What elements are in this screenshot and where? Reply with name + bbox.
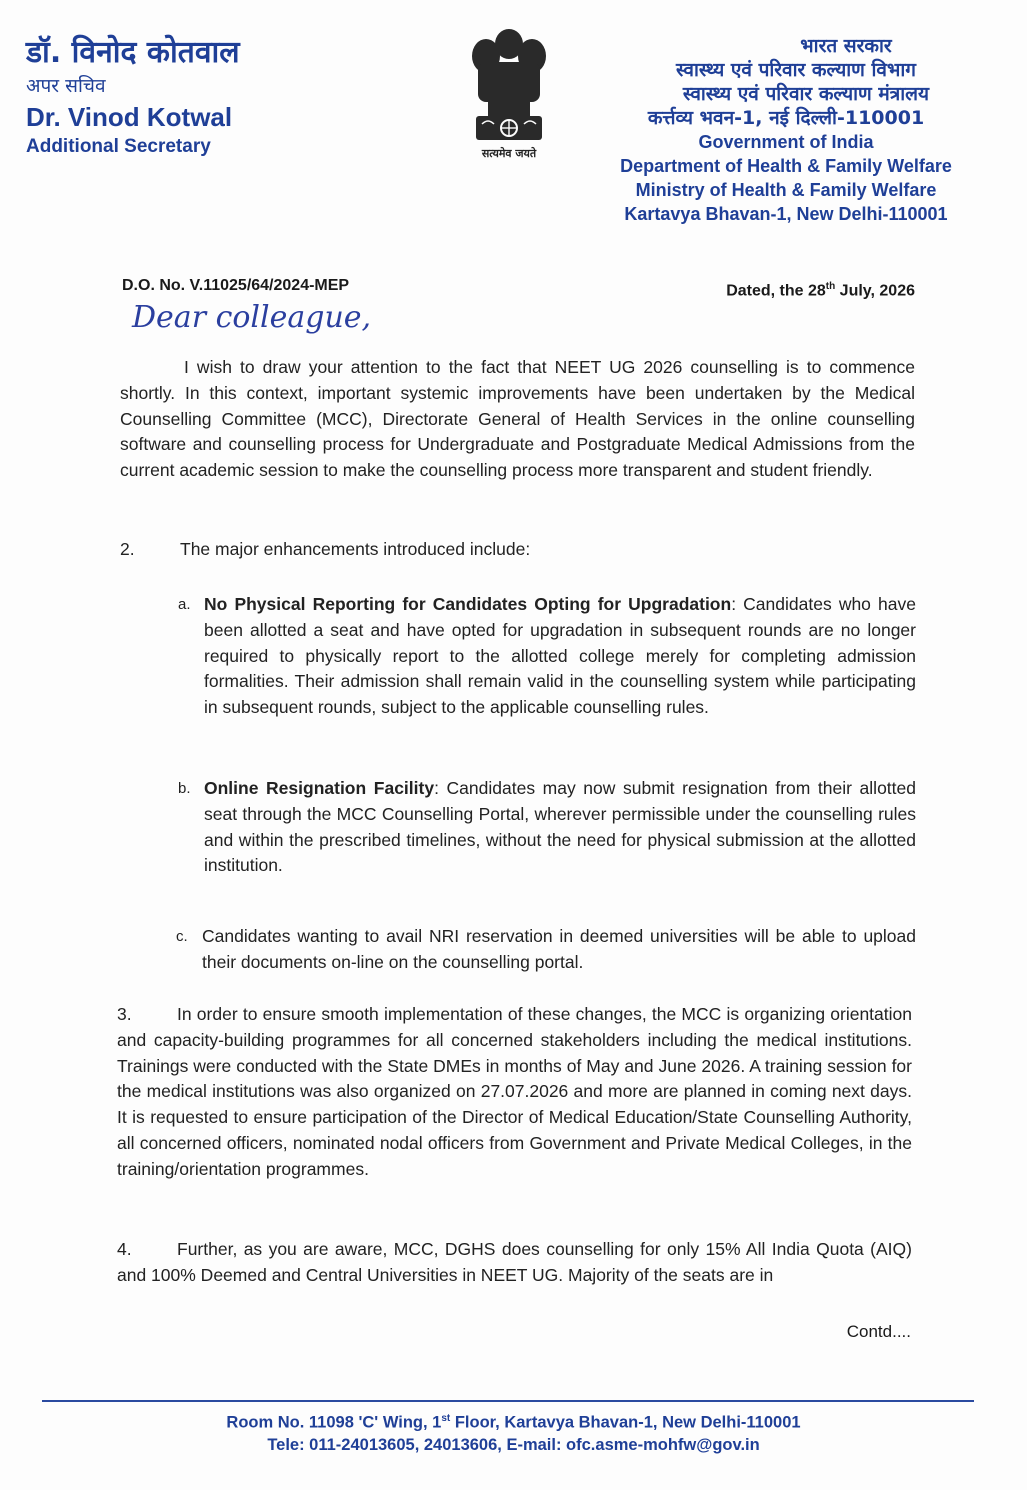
continued-marker: Contd.... [846,1322,911,1341]
date-superscript: th [825,281,836,292]
footer-address-suffix: Floor, Kartavya Bhavan-1, New Delhi-110001 [450,1413,801,1432]
do-number: D.O. No. V.11025/64/2024-MEP [122,277,350,294]
office-line-hindi-1: भारत सरकार [800,35,892,57]
sender-designation-english: Additional Secretary [26,136,211,157]
office-line-hindi-2: स्वास्थ्य एवं परिवार कल्याण विभाग [676,59,916,81]
footer-address-superscript: st [441,1413,451,1424]
date-prefix: Dated, the 28 [726,282,826,300]
paragraph-1: I wish to draw your attention to the fact that NEET UG 2026 counselling is to commence shortly. In this context, important systemic improvements have been undertaken by the Medical Counselling Committee (MCC), Directorate General of Health Services in the online counselling software and counselling process for Undergraduate and Postgraduate Medical Admissions from the current academic session to make the counselling process more transparent and student friendly. [120,357,915,481]
list-item-a-title: No Physical Reporting for Candidates Opting for Upgradation [204,594,732,614]
paragraph-3-number: 3. [117,1004,132,1024]
footer-divider [42,1400,974,1402]
paragraph-4 [117,1237,912,1289]
paragraph-2 [120,537,915,563]
date-suffix: July, 2026 [835,282,915,300]
paragraph-3 [117,1002,912,1183]
sender-designation-hindi: अपर सचिव [26,75,106,97]
emblem-motto: सत्यमेव जयते [481,147,537,160]
sender-name-hindi: डॉ. विनोद कोतवाल [26,35,240,70]
paragraph-4-text: Further, as you are aware, MCC, DGHS does counselling for only 15% All India Quota (AIQ) and 100% Deemed and Central Universities in NEET UG. Majority of the seats are in [117,1239,912,1285]
footer-address [0,1413,1027,1433]
paragraph-4-number: 4. [117,1239,132,1259]
office-line-hindi-4: कर्त्तव्य भवन-1, नई दिल्ली-110001 [647,107,925,129]
office-line-english-1: Government of India [698,132,874,152]
list-item-a [178,592,916,721]
list-item-a-text: : Candidates who have been allotted a seat and have opted for upgradation in subsequent rounds are no longer required to physically report to the allotted college merely for completing admission formalities. Their admission shall remain valid in the counselling system while participating in subsequent rounds, subject to the applicable counselling rules. [204,594,916,718]
footer-contact: Tele: 011-24013605, 24013606, E-mail: ofc.asme-mohfw@gov.in [267,1436,760,1454]
list-item-b-title: Online Resignation Facility [204,778,435,798]
office-line-english-4: Kartavya Bhavan-1, New Delhi-110001 [624,204,948,224]
list-item-b-letter: b. [178,780,191,797]
list-item-b [178,776,916,879]
office-line-english-2: Department of Health & Family Welfare [620,156,952,176]
office-line-hindi-3: स्वास्थ्य एवं परिवार कल्याण मंत्रालय [682,83,930,105]
office-address-block [571,34,1001,226]
paragraph-2-number: 2. [120,539,135,559]
handwritten-salutation: Dear colleague, [132,300,372,335]
national-emblem [464,22,554,172]
footer-address-prefix: Room No. 11098 'C' Wing, 1 [226,1413,442,1432]
office-line-english-3: Ministry of Health & Family Welfare [635,180,937,200]
letter-date [726,281,915,300]
list-item-c-letter: c. [176,928,188,945]
list-item-c-text: Candidates wanting to avail NRI reservation in deemed universities will be able to upload their documents on-line on the counselling portal. [202,926,916,972]
list-item-a-letter: a. [178,596,191,613]
list-item-c [176,924,916,976]
paragraph-3-text: In order to ensure smooth implementation of these changes, the MCC is organizing orientation and capacity-building programmes for all concerned stakeholders including the medical institutions. Trainings were conducted with the State DMEs in months of May and June 2026. A training session for the medical institutions was also organized on 27.07.2026 and more are planned in coming next days. It is requested to ensure participation of the Director of Medical Education/State Counselling Authority, all concerned officers, nominated nodal officers from Government and Private Medical Colleges, in the training/orientation programmes. [117,1004,912,1179]
list-item-b-text: : Candidates may now submit resignation from their allotted seat through the MCC Counselling Portal, wherever permissible under the counselling rules and within the prescribed timelines, without the need for physical submission at the allotted institution. [204,778,916,876]
paragraph-2-text: The major enhancements introduced include: [180,539,531,559]
sender-name-english: Dr. Vinod Kotwal [26,102,233,132]
